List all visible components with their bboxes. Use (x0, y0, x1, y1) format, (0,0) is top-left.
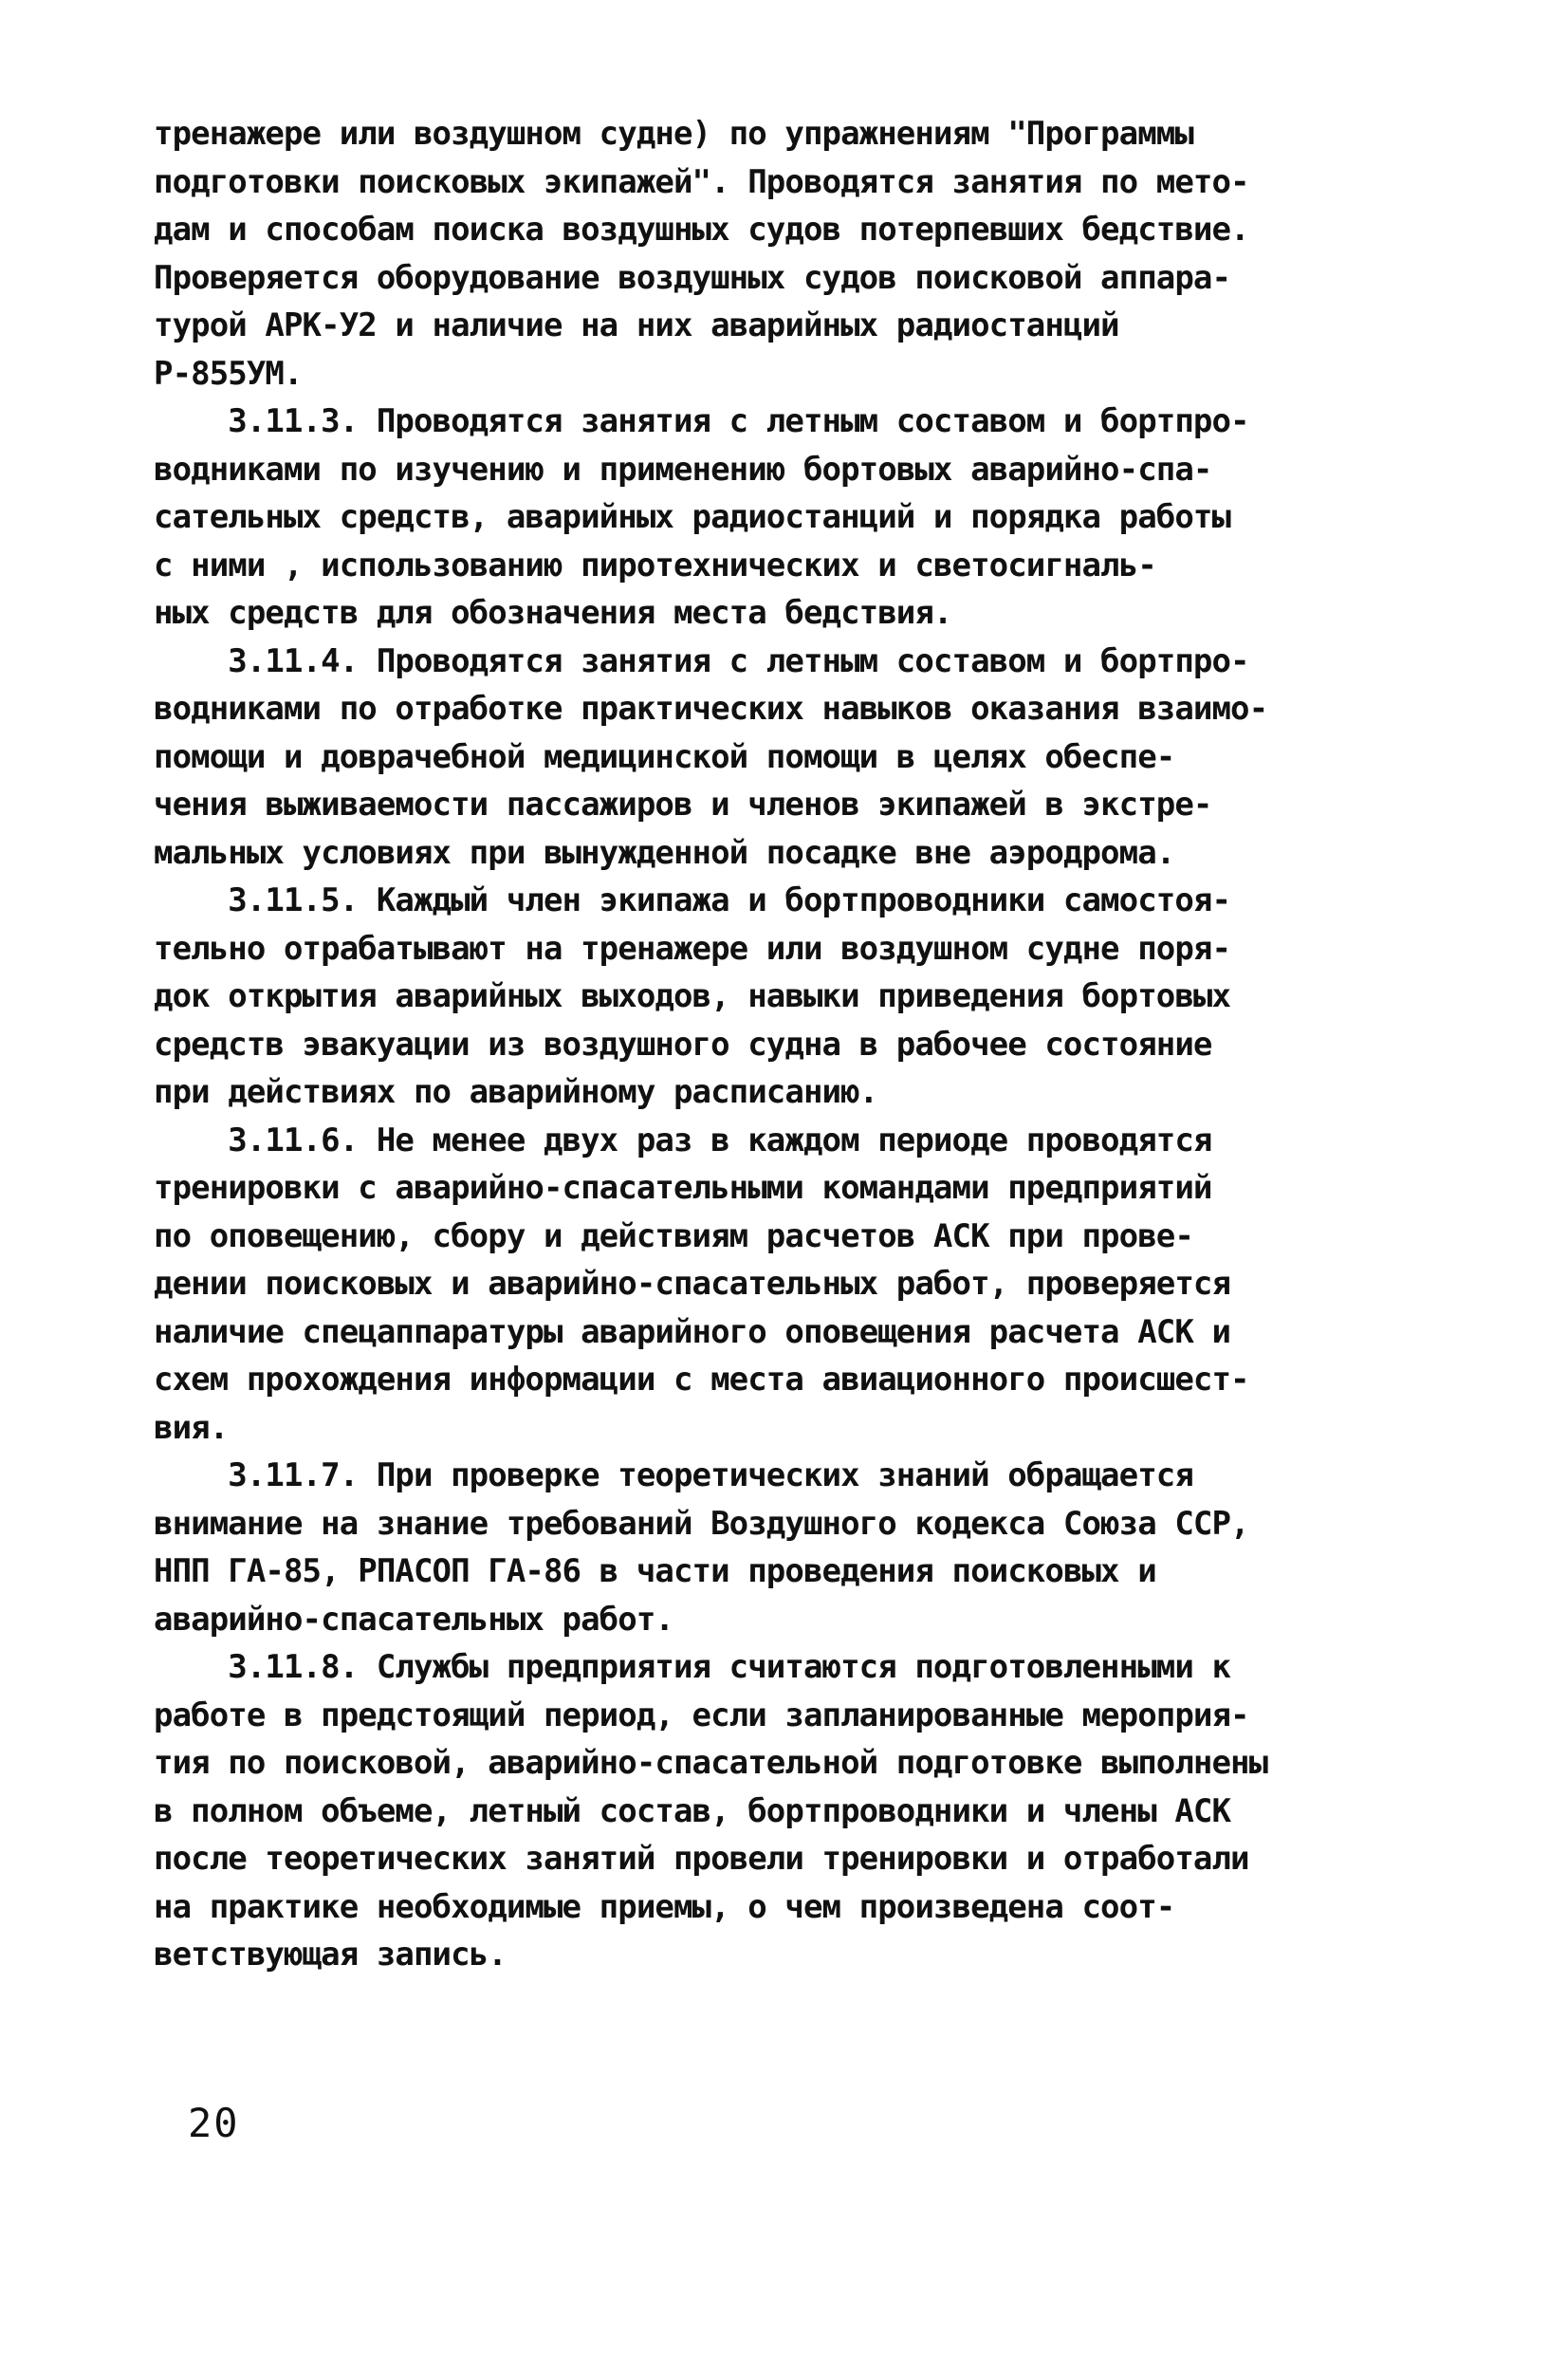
text-line: внимание на знание требований Воздушного кодекса Союза ССР, (154, 1504, 1249, 1543)
text-line: док открытия аварийных выходов, навыки приведения бортовых (154, 977, 1231, 1015)
section-3-11-6-heading-line: 3.11.6. Не менее двух раз в каждом периоде проводятся (154, 1121, 1212, 1159)
text-line: дам и способам поиска воздушных судов потерпевших бедствие. (154, 211, 1249, 249)
text-line: НПП ГА-85, РПАСОП ГА-86 в части проведения поисковых и (154, 1552, 1156, 1590)
text-line: подготовки поисковых экипажей". Проводятся занятия по мето- (154, 162, 1249, 201)
section-3-11-8-heading-line: 3.11.8. Службы предприятия считаются подготовленными к (154, 1648, 1231, 1686)
text-line: Р-855УМ. (154, 354, 303, 393)
text-line: водниками по изучению и применению бортовых аварийно-спа- (154, 450, 1212, 489)
section-3-11-3-heading-line: 3.11.3. Проводятся занятия с летным составом и бортпро- (154, 402, 1249, 440)
text-line: наличие спецаппаратуры аварийного оповещения расчета АСК и (154, 1312, 1231, 1351)
text-line: турой АРК-У2 и наличие на них аварийных радиостанций (154, 306, 1119, 344)
text-line: дении поисковых и аварийно-спасательных работ, проверяется (154, 1265, 1231, 1303)
text-line: тия по поисковой, аварийно-спасательной подготовке выполнены (154, 1744, 1268, 1782)
text-line: Проверяется оборудование воздушных судов поисковой аппара- (154, 258, 1231, 297)
body-text (154, 110, 1472, 1979)
text-line: помощи и доврачебной медицинской помощи в целях обеспе- (154, 737, 1175, 776)
text-line: чения выживаемости пассажиров и членов экипажей в экстре- (154, 786, 1212, 824)
section-3-11-4-heading-line: 3.11.4. Проводятся занятия с летным составом и бортпро- (154, 641, 1249, 680)
text-line: ветствующая запись. (154, 1936, 507, 1974)
page-number: 20 (188, 2100, 240, 2146)
text-line: ных средств для обозначения места бедствия. (154, 594, 952, 632)
text-line: с ними , использованию пиротехнических и светосигналь- (154, 546, 1156, 584)
text-line: мальных условиях при вынужденной посадке вне аэродрома. (154, 833, 1175, 872)
text-line: тренажере или воздушном судне) по упражнениям "Программы (154, 115, 1193, 153)
text-line: средств эвакуации из воздушного судна в рабочее состояние (154, 1025, 1212, 1064)
text-line: аварийно-спасательных работ. (154, 1600, 673, 1639)
text-line: сательных средств, аварийных радиостанций и порядка работы (154, 498, 1231, 536)
text-line: в полном объеме, летный состав, бортпроводники и члены АСК (154, 1791, 1231, 1830)
text-line: после теоретических занятий провели тренировки и отработали (154, 1840, 1249, 1878)
text-line: водниками по отработке практических навыков оказания взаимо- (154, 690, 1268, 728)
text-line: работе в предстоящий период, если запланированные мероприя- (154, 1696, 1249, 1734)
text-line: тельно отрабатывают на тренажере или воздушном судне поря- (154, 929, 1231, 968)
text-line: тренировки с аварийно-спасательными командами предприятий (154, 1169, 1212, 1207)
text-line: по оповещению, сбору и действиям расчетов АСК при прове- (154, 1216, 1193, 1255)
section-3-11-5-heading-line: 3.11.5. Каждый член экипажа и бортпроводники самостоя- (154, 881, 1231, 919)
text-line: на практике необходимые приемы, о чем произведена соот- (154, 1887, 1175, 1926)
text-line: при действиях по аварийному расписанию. (154, 1073, 878, 1111)
section-3-11-7-heading-line: 3.11.7. При проверке теоретических знаний обращается (154, 1456, 1193, 1494)
text-line: схем прохождения информации с места авиационного происшест- (154, 1361, 1249, 1399)
text-line: вия. (154, 1408, 229, 1447)
